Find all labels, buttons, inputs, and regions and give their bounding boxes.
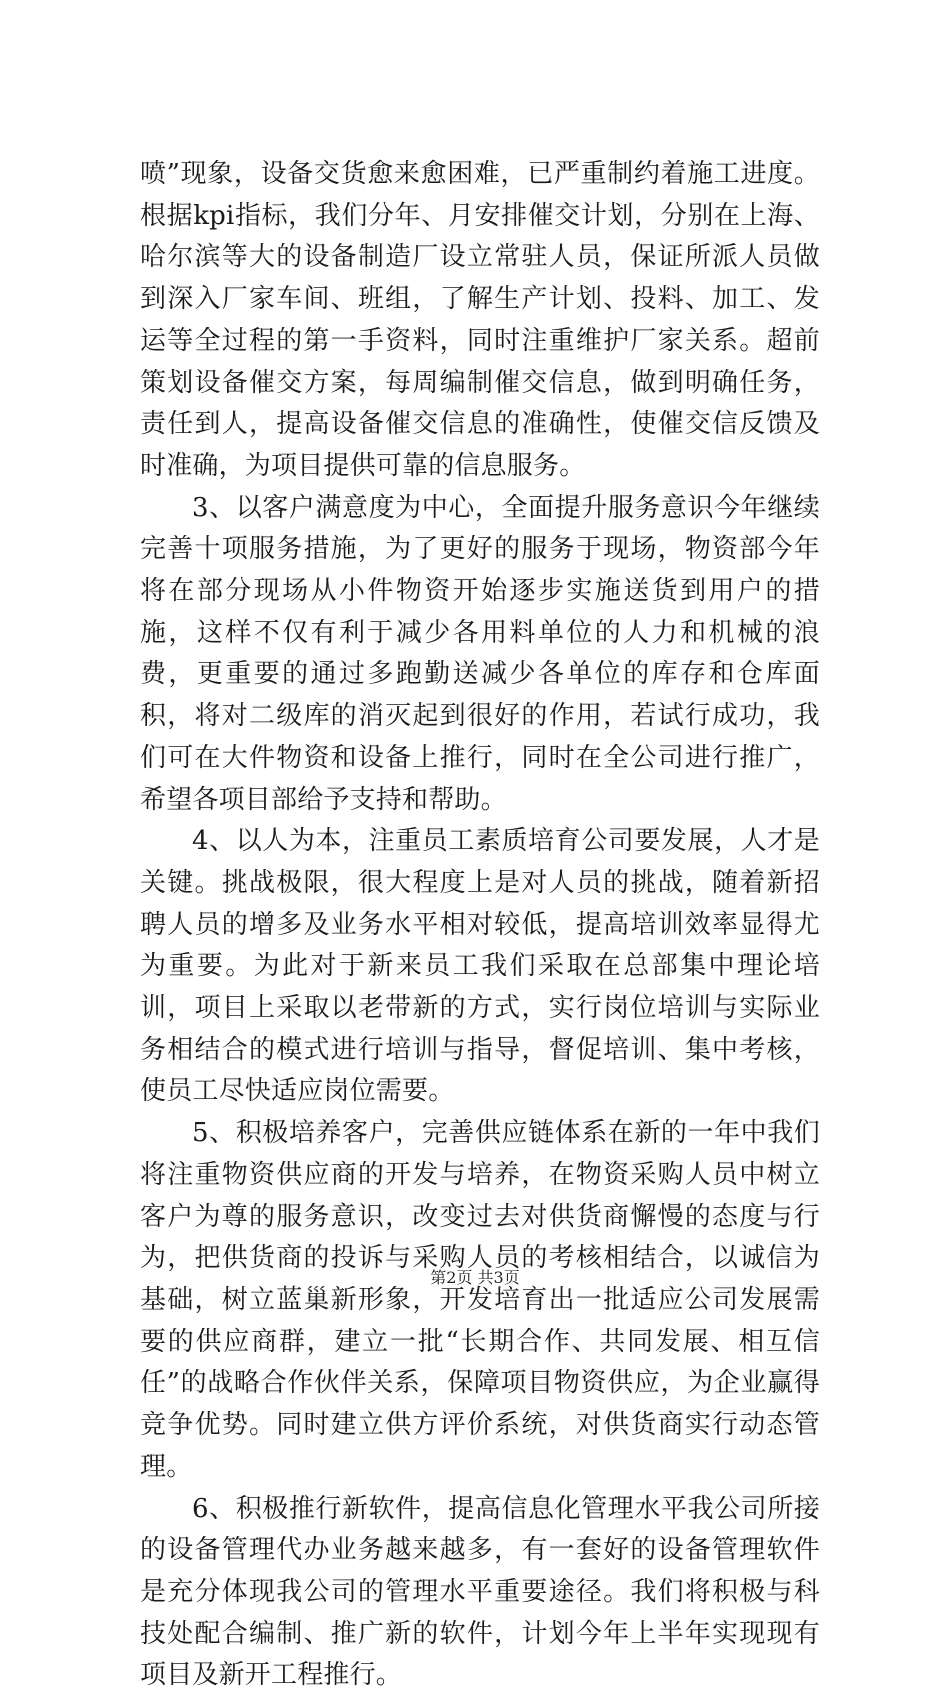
page-number-footer: 第2页 共3页 <box>0 1268 950 1288</box>
paragraph-continuation: 喷”现象，设备交货愈来愈困难，已严重制约着施工进度。根据kpi指标，我们分年、月安排催交计划，分别在上海、哈尔滨等大的设备制造厂设立常驻人员，保证所派人员做到深入厂家车间、班组，了解生产计划、投料、加工、发运等全过程的第一手资料，同时注重维护厂家关系。超前策划设备催交方案，每周编制催交信息，做到明确任务，责任到人，提高设备催交信息的准确性，使催交信反馈及时准确，为项目提供可靠的信息服务。 <box>140 154 820 488</box>
paragraph-customer-satisfaction: 3、以客户满意度为中心，全面提升服务意识今年继续完善十项服务措施，为了更好的服务于现场，物资部今年将在部分现场从小件物资开始逐步实施送货到用户的措施，这样不仅有利于减少各用料单位的人力和机械的浪费，更重要的通过多跑勤送减少各单位的库存和仓库面积，将对二级库的消灭起到很好的作用，若试行成功，我们可在大件物资和设备上推行，同时在全公司进行推广，希望各项目部给予支持和帮助。 <box>140 488 820 822</box>
paragraph-staff-training: 4、以人为本，注重员工素质培育公司要发展，人才是关键。挑战极限，很大程度上是对人员的挑战，随着新招聘人员的增多及业务水平相对较低，提高培训效率显得尤为重要。为此对于新来员工我们采取在总部集中理论培训，项目上采取以老带新的方式，实行岗位培训与实际业务相结合的模式进行培训与指导，督促培训、集中考核，使员工尽快适应岗位需要。 <box>140 821 820 1113</box>
paragraph-new-software: 6、积极推行新软件，提高信息化管理水平我公司所接的设备管理代办业务越来越多，有一套好的设备管理软件是充分体现我公司的管理水平重要途径。我们将积极与科技处配合编制、推广新的软件，计划今年上半年实现现有项目及新开工程推行。 <box>140 1489 820 1697</box>
paragraph-supply-chain: 5、积极培养客户，完善供应链体系在新的一年中我们将注重物资供应商的开发与培养，在物资采购人员中树立客户为尊的服务意识，改变过去对供货商懈慢的态度与行为，把供货商的投诉与采购人员的考核相结合，以诚信为基础，树立蓝巢新形象，开发培育出一批适应公司发展需要的供应商群，建立一批“长期合作、共同发展、相互信任”的战略合作伙伴关系，保障项目物资供应，为企业赢得竞争优势。同时建立供方评价系统，对供货商实行动态管理。 <box>140 1113 820 1488</box>
document-body <box>140 154 820 1697</box>
